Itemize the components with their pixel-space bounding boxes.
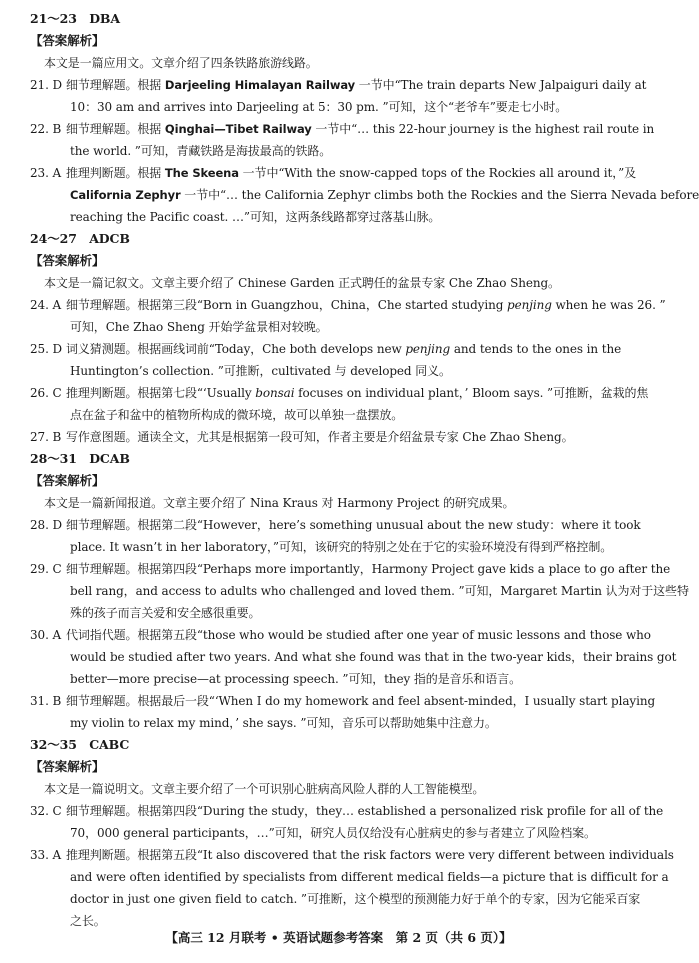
line-text: 细节理解题。根据第四段“During the study，they… established a personalized risk profile for all of the: [66, 804, 664, 818]
italic-term: penjing: [507, 298, 552, 312]
line-text: 推理判断题。根据第五段“It also discovered that the risk factors were very different between individuals: [66, 848, 674, 862]
continuation-line: better—more precise—at processing speech. ”可知，they 指的是音乐和语言。: [70, 672, 521, 686]
line-text: 推理判断题。根据: [66, 166, 165, 180]
line-text: 词义猜测题。根据画线词前“Today，Che both develops new: [66, 342, 406, 356]
line-text: 一节中“With the snow-capped tops of the Rockies all around it，”及: [238, 166, 637, 180]
question-number: 27. B: [30, 430, 62, 444]
passage-summary: 本文是一篇应用文。文章介绍了四条铁路旅游线路。: [44, 56, 318, 70]
question-number: 33. A: [30, 848, 62, 862]
question-number: 24. A: [30, 298, 62, 312]
line-text: and tends to the ones in the: [450, 342, 622, 356]
continuation-line: reaching the Pacific coast. …”可知，这两条线路都穿过落基山脉。: [70, 210, 441, 224]
line-text: 细节理解题。根据第三段“Born in Guangzhou，China，Che started studying: [66, 298, 508, 312]
question-number: 32. C: [30, 804, 62, 818]
question-number: 29. C: [30, 562, 62, 576]
continuation-line: doctor in just one given field to catch. ”可推断，这个模型的预测能力好于单个的专家，因为它能采百家: [70, 892, 641, 906]
line-text: 代词指代题。根据第五段“those who would be studied after one year of music lessons and those who: [66, 628, 651, 642]
line-text: 一节中“The train departs New Jalpaiguri daily at: [355, 78, 647, 92]
continuation-line: the world. ”可知，青藏铁路是海拔最高的铁路。: [70, 144, 332, 158]
section-heading: 21～23 DBA: [30, 11, 120, 26]
answer-line: [30, 844, 674, 866]
answer-line: [30, 690, 656, 712]
answer-line: [30, 426, 650, 448]
answer-line: [30, 514, 650, 536]
answer-line: [30, 338, 650, 360]
line-text: 细节理解题。根据: [66, 122, 165, 136]
italic-term: penjing: [405, 342, 451, 356]
question-number: 28. D: [30, 518, 63, 532]
line-text: 细节理解题。根据第四段“Perhaps more importantly，Harmony Project gave kids a place to go after the: [66, 562, 671, 576]
line-text: focuses on individual plant，’ Bloom says. ”可推断，盆栽的焦: [294, 386, 649, 400]
continuation-line: 之长。: [70, 914, 106, 928]
passage-summary: 本文是一篇新闻报道。文章主要介绍了 Nina Kraus 对 Harmony Project 的研究成果。: [44, 496, 515, 510]
line-text: 一节中“… this 22-hour journey is the highest rail route in: [311, 122, 655, 136]
analysis-label: 【答案解析】: [30, 253, 105, 268]
question-number: 26. C: [30, 386, 62, 400]
passage-summary: 本文是一篇记叙文。文章主要介绍了 Chinese Garden 正式聘任的盆景专家 Che Zhao Sheng。: [44, 276, 560, 290]
line-text: 细节理解题。根据第二段“However，here’s something unusual about the new study：where it took: [66, 518, 641, 532]
continuation-line: Huntington’s collection. ”可推断，cultivated 与 developed 同义。: [70, 364, 451, 378]
answer-line: [30, 162, 650, 184]
continuation-line: my violin to relax my mind，’ she says. ”可知，音乐可以帮助她集中注意力。: [70, 716, 497, 730]
italic-term: bonsai: [255, 386, 295, 400]
line-text: 细节理解题。根据最后一段“‘When I do my homework and feel absent-minded，I usually start playing: [66, 694, 656, 708]
line-text: 细节理解题。根据: [66, 78, 165, 92]
answer-line: [30, 74, 650, 96]
answer-line: [30, 800, 664, 822]
continuation-line: 点在盆子和盆中的植物所构成的微环境，故可以单独一盘摆放。: [70, 408, 404, 422]
line-text: 写作意图题。通读全文，尤其是根据第一段可知，作者主要是介绍盆景专家 Che Zhao Sheng。: [66, 430, 574, 444]
section-heading: 32～35 CABC: [30, 737, 130, 752]
page-footer: 【高三 12 月联考 • 英语试题参考答案 第 2 页（共 6 页）】: [165, 930, 512, 945]
continuation-line: 可知，Che Zhao Sheng 开始学盆景相对较晚。: [70, 320, 328, 334]
passage-summary: 本文是一篇说明文。文章主要介绍了一个可识别心脏病高风险人群的人工智能模型。: [44, 782, 485, 796]
continuation-line: 70，000 general participants，…”可知，研究人员仅给没有心脏病史的参与者建立了风险档案。: [70, 826, 596, 840]
continuation-line: and were often identified by specialists from different medical fields—a picture that is difficult for a: [70, 870, 669, 884]
question-number: 25. D: [30, 342, 63, 356]
question-number: 31. B: [30, 694, 62, 708]
answer-line: [30, 382, 650, 404]
continuation-line: place. It wasn’t in her laboratory，”可知，该研究的特别之处在于它的实验环境没有得到严格控制。: [70, 540, 613, 554]
bold-term: Darjeeling Himalayan Railway: [164, 78, 356, 92]
continuation-line: 10：30 am and arrives into Darjeeling at 5：30 pm. ”可知，这个“老爷车”要走七小时。: [70, 100, 568, 114]
line-text: when he was 26. ”: [551, 298, 666, 312]
continuation-line: 殊的孩子而言关爱和安全感很重要。: [70, 606, 261, 620]
continuation-line: [30, 184, 699, 206]
answer-line: [30, 118, 655, 140]
line-text: 推理判断题。根据第七段“‘Usually: [66, 386, 256, 400]
question-number: 22. B: [30, 122, 62, 136]
line-text: 一节中“… the California Zephyr climbs both the Rockies and the Sierra Nevada before: [180, 188, 699, 202]
section-heading: 28～31 DCAB: [30, 451, 130, 466]
continuation-line: would be studied after two years. And what she found was that in the two-year kids，their brains got: [70, 650, 677, 664]
analysis-label: 【答案解析】: [30, 473, 105, 488]
bold-term: California Zephyr: [70, 188, 181, 202]
question-number: 30. A: [30, 628, 62, 642]
bold-term: The Skeena: [164, 166, 239, 180]
analysis-label: 【答案解析】: [30, 759, 105, 774]
analysis-label: 【答案解析】: [30, 33, 105, 48]
answer-line: [30, 624, 650, 646]
continuation-line: bell rang，and access to adults who challenged and loved them. ”可知，Margaret Martin 认为对于这些特: [70, 584, 689, 598]
bold-term: Qinghai—Tibet Railway: [164, 122, 312, 136]
answer-line: [30, 558, 671, 580]
question-number: 21. D: [30, 78, 63, 92]
section-heading: 24～27 ADCB: [30, 231, 130, 246]
question-number: 23. A: [30, 166, 62, 180]
answer-line: [30, 294, 666, 316]
